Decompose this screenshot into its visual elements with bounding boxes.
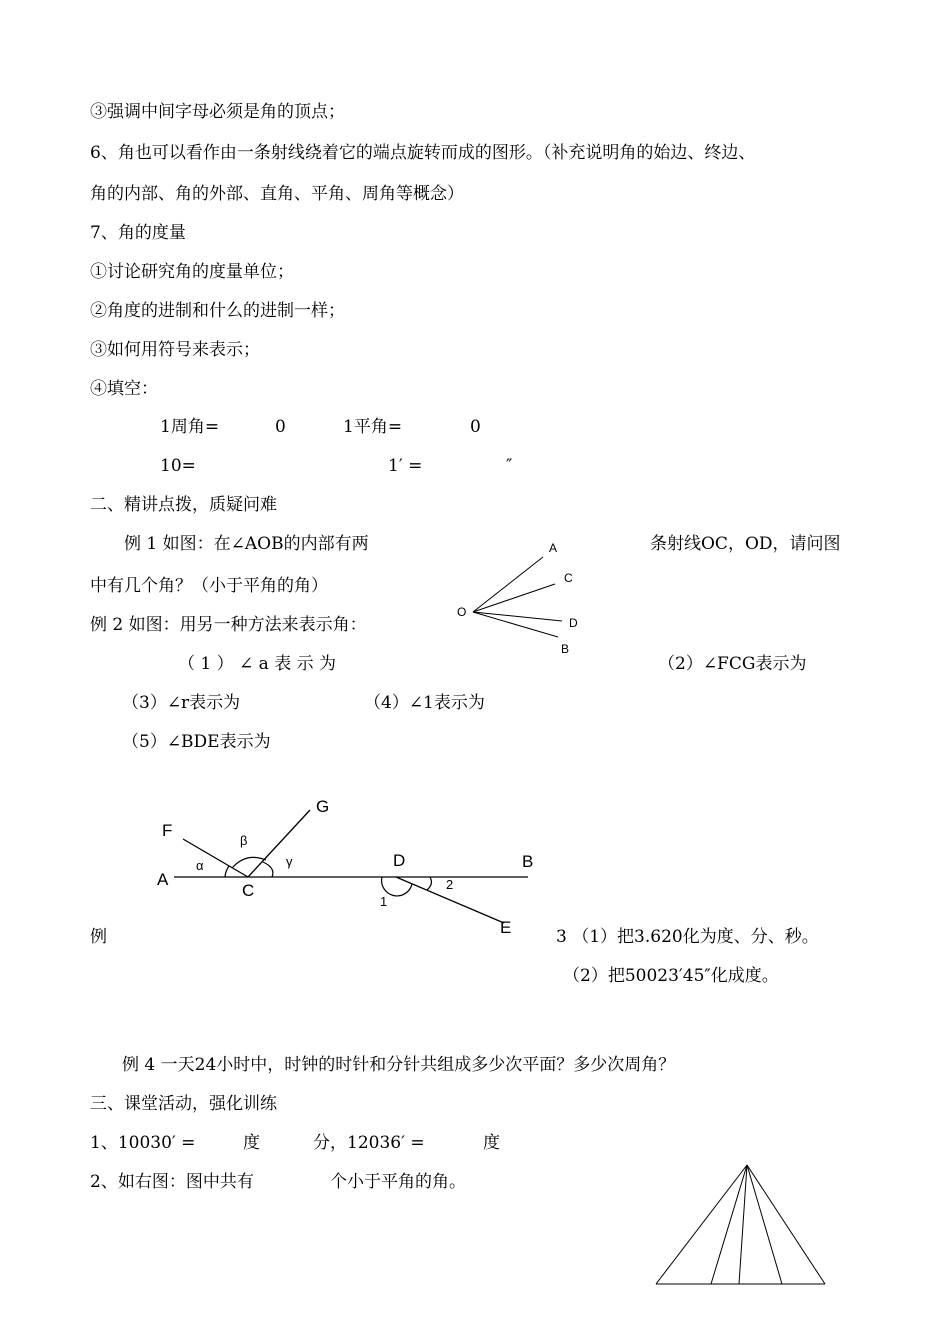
ray-oc	[473, 584, 555, 612]
text-line: （4）∠1表示为	[364, 693, 485, 713]
section-heading: 三、课堂活动，强化训练	[90, 1094, 277, 1114]
figure-angles-on-line-ab	[150, 790, 550, 950]
label-1: 1	[380, 894, 388, 909]
label-d: D	[569, 616, 578, 630]
label-c: C	[242, 881, 255, 900]
fill-blank-label: 1′ =	[388, 456, 423, 476]
text-line: 2、如右图：图中共有	[90, 1172, 254, 1192]
text-line: ④填空：	[90, 379, 158, 399]
arc-2	[427, 877, 431, 890]
text-line: 1、10030′ =	[90, 1133, 196, 1153]
label-a: A	[549, 541, 558, 555]
label-c: C	[564, 571, 573, 585]
fill-blank-label: 0	[275, 417, 286, 437]
text-line: ①讨论研究角的度量单位；	[90, 262, 294, 282]
label-d: D	[393, 851, 406, 870]
text-line: 度	[243, 1133, 260, 1153]
fill-blank-label: 0	[470, 417, 481, 437]
ray-cg	[248, 810, 310, 877]
label-o: O	[457, 605, 467, 619]
text-line: 条射线OC，OD，请问图	[650, 534, 841, 554]
fill-blank-label: 1平角=	[343, 417, 403, 437]
section-heading: 二、精讲点拨，质疑问难	[90, 495, 277, 515]
label-gamma: γ	[286, 854, 293, 869]
text-line: 7、角的度量	[90, 223, 186, 243]
text-line: ③强调中间字母必须是角的顶点；	[90, 102, 345, 122]
fill-blank-label: 1周角=	[160, 417, 220, 437]
triangle-inner-line	[711, 1165, 747, 1284]
ray-cf	[183, 839, 248, 877]
text-line: 分，12036′ =	[313, 1133, 425, 1153]
text-line: 个小于平角的角。	[330, 1172, 466, 1192]
figure-triangle-angles	[650, 1158, 830, 1290]
text-line: （ 1 ） ∠ a 表 示 为	[178, 654, 337, 674]
triangle-inner-line	[739, 1165, 747, 1284]
text-line: （5）∠BDE表示为	[122, 732, 271, 752]
triangle-inner-line	[747, 1165, 782, 1284]
fill-blank-label: 10=	[160, 456, 196, 476]
label-a: A	[157, 870, 169, 889]
label-b: B	[522, 852, 534, 871]
label-e: E	[500, 918, 512, 937]
ray-ob	[473, 612, 558, 637]
arc-alpha	[225, 866, 229, 877]
text-line: ②角度的进制和什么的进制一样；	[90, 301, 345, 321]
text-line: 例	[90, 927, 107, 947]
text-line: （3）∠r表示为	[122, 693, 241, 713]
text-line: 度	[483, 1133, 500, 1153]
text-line: 例 2 如图：用另一种方法来表示角：	[90, 615, 367, 635]
text-line: 中有几个角？（小于平角的角）	[90, 576, 328, 596]
triangle-left-side	[656, 1165, 747, 1284]
label-f: F	[162, 821, 173, 840]
text-line: （2）∠FCG表示为	[658, 654, 807, 674]
text-line: 角的内部、角的外部、直角、平角、周角等概念）	[90, 184, 464, 204]
text-line: （2）把50023′45″化成度。	[563, 966, 779, 986]
arc-gamma	[263, 862, 273, 877]
label-g: G	[316, 797, 330, 816]
label-beta: β	[240, 833, 248, 848]
text-line: 例 4 一天24小时中，时钟的时针和分针共组成多少次平面？多少次周角？	[122, 1055, 676, 1075]
label-b: B	[561, 642, 570, 656]
text-line: 例 1 如图：在∠AOB的内部有两	[124, 534, 369, 554]
text-line: ③如何用符号来表示；	[90, 340, 260, 360]
triangle-right-side	[747, 1165, 825, 1284]
label-alpha: α	[196, 858, 204, 873]
ray-od	[473, 612, 562, 621]
text-line: 3 （1）把3.620化为度、分、秒。	[556, 927, 819, 947]
fill-blank-label: ″	[506, 456, 513, 476]
figure-rays-oa-oc-od-ob	[440, 530, 590, 660]
label-2: 2	[446, 877, 454, 892]
ray-oa	[473, 557, 543, 612]
text-line: 6、角也可以看作由一条射线绕着它的端点旋转而成的图形。（补充说明角的始边、终边、	[90, 143, 756, 163]
